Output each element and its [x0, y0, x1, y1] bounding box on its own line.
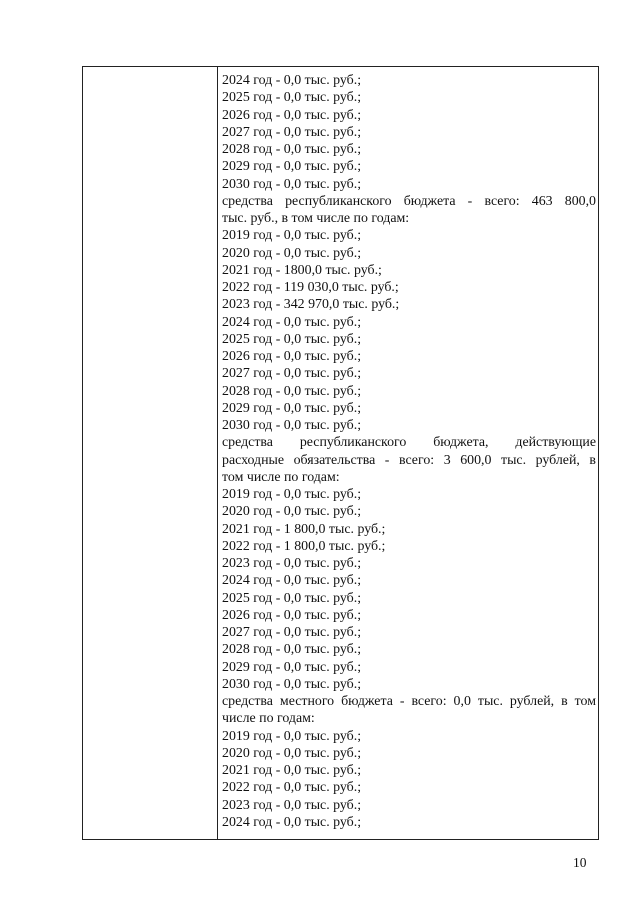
text-line: 2019 год - 0,0 тыс. руб.;: [222, 487, 362, 502]
text-line: 2021 год - 0,0 тыс. руб.;: [222, 763, 362, 778]
table-row: [83, 67, 599, 840]
left-cell: [83, 67, 218, 840]
text-line: 2025 год - 0,0 тыс. руб.;: [222, 590, 362, 606]
text-line: 2019 год - 0,0 тыс. руб.;: [222, 228, 362, 244]
text-line: 2029 год - 0,0 тыс. руб.;: [222, 159, 362, 175]
text-line: 2028 год - 0,0 тыс. руб.;: [222, 142, 362, 157]
text-line: 2023 год - 342 970,0 тыс. руб.;: [222, 297, 400, 313]
text-line: 2028 год - 0,0 тыс. руб.;: [222, 642, 362, 658]
text-line: средства республиканского бюджета - всего: 463 800,0: [222, 193, 596, 209]
text-line: 2021 год - 1 800,0 тыс. руб.;: [222, 521, 386, 537]
text-line: 2024 год - 0,0 тыс. руб.;: [222, 573, 362, 589]
text-line: средства местного бюджета - всего: 0,0 тыс. рублей, в том: [222, 694, 596, 709]
text-line: 2019 год - 0,0 тыс. руб.;: [222, 728, 362, 744]
text-line: 2029 год - 0,0 тыс. руб.;: [222, 659, 362, 675]
text-line: 2030 год - 0,0 тыс. руб.;: [222, 676, 362, 692]
funding-lines: [218, 67, 598, 831]
page-number: 10: [573, 855, 587, 870]
text-line: 2024 год - 0,0 тыс. руб.;: [222, 73, 362, 88]
text-line: 2027 год - 0,0 тыс. руб.;: [222, 625, 362, 640]
text-line: 2026 год - 0,0 тыс. руб.;: [222, 107, 362, 123]
text-line: 2027 год - 0,0 тыс. руб.;: [222, 124, 362, 140]
text-line: 2020 год - 0,0 тыс. руб.;: [222, 504, 362, 520]
text-line: 2028 год - 0,0 тыс. руб.;: [222, 383, 362, 399]
budget-table: [82, 66, 599, 840]
text-line: 2030 год - 0,0 тыс. руб.;: [222, 418, 362, 433]
text-line: 2022 год - 0,0 тыс. руб.;: [222, 780, 362, 796]
text-line: 2025 год - 0,0 тыс. руб.;: [222, 90, 362, 106]
text-line: тыс. руб., в том числе по годам:: [222, 211, 410, 226]
text-line: 2023 год - 0,0 тыс. руб.;: [222, 556, 362, 571]
text-line: 2025 год - 0,0 тыс. руб.;: [222, 331, 362, 347]
text-line: том числе по годам:: [222, 469, 340, 485]
text-line: 2020 год - 0,0 тыс. руб.;: [222, 745, 362, 761]
text-line: средства республиканского бюджета, действующие: [222, 435, 596, 451]
text-line: 2026 год - 0,0 тыс. руб.;: [222, 349, 362, 364]
text-line: 2021 год - 1800,0 тыс. руб.;: [222, 262, 382, 278]
text-line: 2030 год - 0,0 тыс. руб.;: [222, 176, 362, 192]
text-line: 2022 год - 1 800,0 тыс. руб.;: [222, 538, 386, 554]
text-line: 2020 год - 0,0 тыс. руб.;: [222, 245, 362, 261]
text-line: числе по годам:: [222, 711, 315, 727]
text-line: 2024 год - 0,0 тыс. руб.;: [222, 314, 362, 330]
text-line: 2024 год - 0,0 тыс. руб.;: [222, 814, 362, 830]
text-line: 2022 год - 119 030,0 тыс. руб.;: [222, 280, 399, 295]
text-line: 2023 год - 0,0 тыс. руб.;: [222, 797, 362, 813]
text-line: 2026 год - 0,0 тыс. руб.;: [222, 607, 362, 623]
text-line: 2029 год - 0,0 тыс. руб.;: [222, 400, 362, 416]
text-line: 2027 год - 0,0 тыс. руб.;: [222, 366, 362, 382]
right-cell: [218, 67, 599, 840]
text-line: расходные обязательства - всего: 3 600,0 тыс. рублей, в: [222, 452, 596, 468]
